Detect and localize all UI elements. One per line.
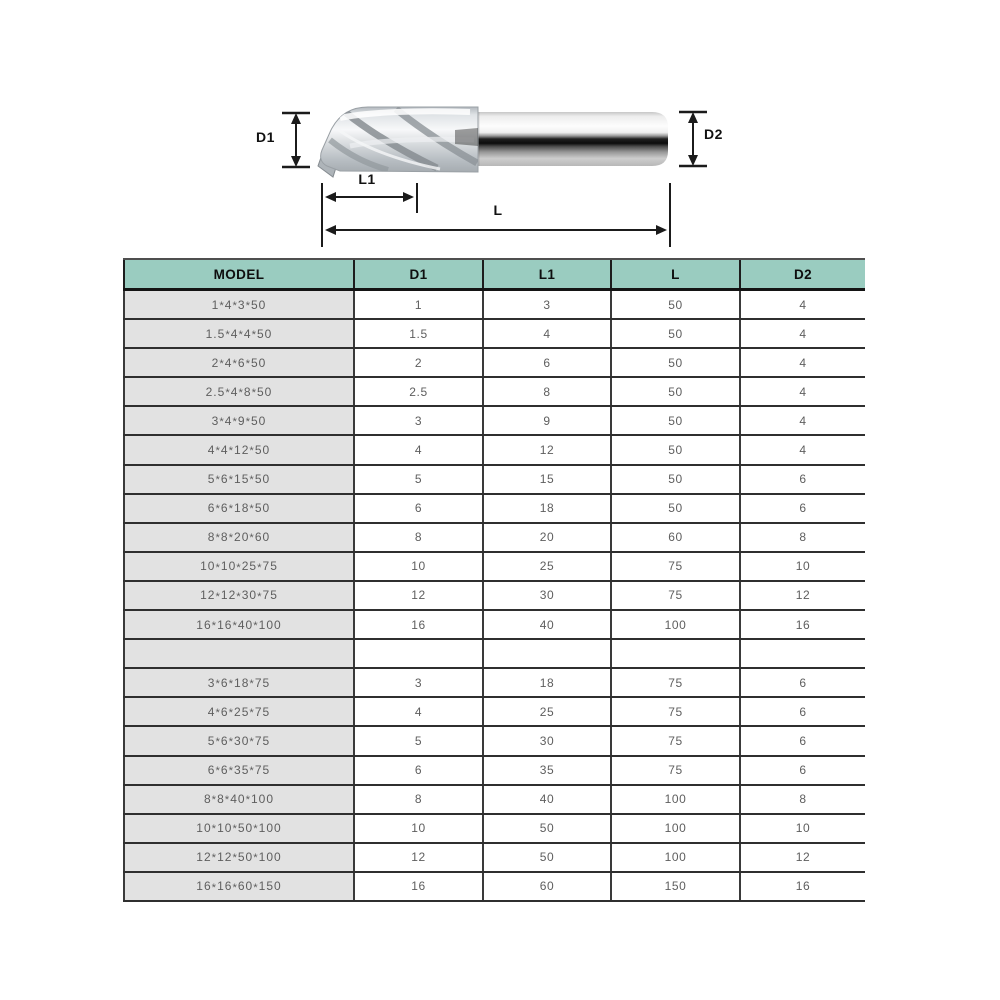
table-row xyxy=(123,553,865,582)
table-row xyxy=(123,640,865,669)
value-cell: 50 xyxy=(482,815,610,842)
table-row xyxy=(123,757,865,786)
flute-section xyxy=(318,107,478,177)
model-cell: 10 * 10 * 50 * 100 xyxy=(123,815,353,842)
model-cell: 16 * 16 * 40 * 100 xyxy=(123,611,353,638)
model-cell xyxy=(123,640,353,667)
value-cell: 18 xyxy=(482,495,610,522)
table-row xyxy=(123,524,865,553)
value-cell: 6 xyxy=(739,669,865,696)
column-header-model: MODEL xyxy=(123,260,353,288)
d2-dimension xyxy=(679,112,707,166)
value-cell: 50 xyxy=(610,349,739,376)
value-cell: 6 xyxy=(739,466,865,493)
value-cell: 20 xyxy=(482,524,610,551)
model-cell: 4 * 4 * 12 * 50 xyxy=(123,436,353,463)
end-mill-drawing xyxy=(0,0,1000,260)
value-cell: 50 xyxy=(610,495,739,522)
value-cell: 150 xyxy=(610,873,739,900)
value-cell: 6 xyxy=(739,757,865,784)
value-cell: 12 xyxy=(739,582,865,609)
table-row xyxy=(123,436,865,465)
value-cell: 5 xyxy=(353,727,482,754)
table-row xyxy=(123,786,865,815)
value-cell: 4 xyxy=(739,378,865,405)
table-row xyxy=(123,320,865,349)
value-cell: 6 xyxy=(353,757,482,784)
value-cell: 50 xyxy=(610,291,739,318)
value-cell: 50 xyxy=(610,407,739,434)
value-cell: 4 xyxy=(739,320,865,347)
model-cell: 16 * 16 * 60 * 150 xyxy=(123,873,353,900)
value-cell: 2.5 xyxy=(353,378,482,405)
value-cell: 75 xyxy=(610,582,739,609)
value-cell: 6 xyxy=(739,727,865,754)
table-row xyxy=(123,291,865,320)
value-cell: 50 xyxy=(482,844,610,871)
column-header-d1: D1 xyxy=(353,260,482,288)
value-cell xyxy=(610,640,739,667)
column-header-l: L xyxy=(610,260,739,288)
value-cell: 25 xyxy=(482,698,610,725)
value-cell xyxy=(739,640,865,667)
value-cell: 4 xyxy=(353,436,482,463)
value-cell: 40 xyxy=(482,611,610,638)
value-cell: 8 xyxy=(739,524,865,551)
table-row xyxy=(123,844,865,873)
value-cell: 4 xyxy=(739,349,865,376)
value-cell: 100 xyxy=(610,611,739,638)
value-cell: 60 xyxy=(482,873,610,900)
value-cell: 10 xyxy=(353,815,482,842)
value-cell: 30 xyxy=(482,727,610,754)
table-row xyxy=(123,378,865,407)
value-cell: 75 xyxy=(610,698,739,725)
table-row xyxy=(123,815,865,844)
model-cell: 2.5 * 4 * 8 * 50 xyxy=(123,378,353,405)
value-cell: 100 xyxy=(610,786,739,813)
value-cell: 2 xyxy=(353,349,482,376)
model-cell: 12 * 12 * 50 * 100 xyxy=(123,844,353,871)
value-cell: 12 xyxy=(739,844,865,871)
value-cell: 10 xyxy=(353,553,482,580)
value-cell: 75 xyxy=(610,669,739,696)
model-cell: 10 * 10 * 25 * 75 xyxy=(123,553,353,580)
table-row xyxy=(123,727,865,756)
spec-table xyxy=(123,258,865,902)
model-cell: 8 * 8 * 40 * 100 xyxy=(123,786,353,813)
value-cell: 30 xyxy=(482,582,610,609)
value-cell: 8 xyxy=(739,786,865,813)
value-cell: 3 xyxy=(353,407,482,434)
table-row xyxy=(123,349,865,378)
value-cell: 60 xyxy=(610,524,739,551)
l1-dimension xyxy=(322,183,417,247)
value-cell: 8 xyxy=(353,786,482,813)
value-cell: 4 xyxy=(739,436,865,463)
table-row xyxy=(123,582,865,611)
value-cell: 12 xyxy=(353,582,482,609)
value-cell: 16 xyxy=(739,873,865,900)
value-cell: 18 xyxy=(482,669,610,696)
model-cell: 3 * 4 * 9 * 50 xyxy=(123,407,353,434)
value-cell: 3 xyxy=(482,291,610,318)
table-header-row xyxy=(123,258,865,291)
value-cell: 10 xyxy=(739,815,865,842)
value-cell: 100 xyxy=(610,844,739,871)
value-cell: 6 xyxy=(482,349,610,376)
value-cell: 6 xyxy=(353,495,482,522)
value-cell: 6 xyxy=(739,495,865,522)
d1-dimension xyxy=(282,113,310,167)
table-row xyxy=(123,466,865,495)
value-cell: 4 xyxy=(739,291,865,318)
value-cell: 1.5 xyxy=(353,320,482,347)
value-cell: 50 xyxy=(610,378,739,405)
value-cell: 9 xyxy=(482,407,610,434)
model-cell: 6 * 6 * 35 * 75 xyxy=(123,757,353,784)
model-cell: 3 * 6 * 18 * 75 xyxy=(123,669,353,696)
shank-section xyxy=(470,112,668,166)
value-cell: 16 xyxy=(353,611,482,638)
value-cell: 40 xyxy=(482,786,610,813)
table-row xyxy=(123,407,865,436)
value-cell: 50 xyxy=(610,436,739,463)
value-cell: 8 xyxy=(353,524,482,551)
value-cell: 4 xyxy=(482,320,610,347)
model-cell: 5 * 6 * 15 * 50 xyxy=(123,466,353,493)
table-row xyxy=(123,611,865,640)
model-cell: 6 * 6 * 18 * 50 xyxy=(123,495,353,522)
value-cell: 75 xyxy=(610,553,739,580)
model-cell: 12 * 12 * 30 * 75 xyxy=(123,582,353,609)
value-cell: 75 xyxy=(610,757,739,784)
value-cell: 5 xyxy=(353,466,482,493)
value-cell xyxy=(482,640,610,667)
l-dimension-label: L xyxy=(493,202,503,218)
value-cell: 35 xyxy=(482,757,610,784)
value-cell: 10 xyxy=(739,553,865,580)
l1-dimension-label: L1 xyxy=(358,171,376,187)
table-row xyxy=(123,669,865,698)
table-row xyxy=(123,495,865,524)
value-cell: 4 xyxy=(353,698,482,725)
model-cell: 5 * 6 * 30 * 75 xyxy=(123,727,353,754)
table-row xyxy=(123,873,865,902)
end-mill-dimension-diagram xyxy=(0,0,1000,260)
value-cell: 12 xyxy=(482,436,610,463)
value-cell: 15 xyxy=(482,466,610,493)
value-cell: 16 xyxy=(353,873,482,900)
value-cell: 50 xyxy=(610,320,739,347)
value-cell: 6 xyxy=(739,698,865,725)
table-row xyxy=(123,698,865,727)
column-header-d2: D2 xyxy=(739,260,865,288)
model-cell: 4 * 6 * 25 * 75 xyxy=(123,698,353,725)
value-cell: 50 xyxy=(610,466,739,493)
model-cell: 2 * 4 * 6 * 50 xyxy=(123,349,353,376)
value-cell: 8 xyxy=(482,378,610,405)
value-cell: 1 xyxy=(353,291,482,318)
column-header-l1: L1 xyxy=(482,260,610,288)
table-body xyxy=(123,291,865,902)
model-cell: 1 * 4 * 3 * 50 xyxy=(123,291,353,318)
value-cell: 3 xyxy=(353,669,482,696)
model-cell: 1.5 * 4 * 4 * 50 xyxy=(123,320,353,347)
value-cell: 16 xyxy=(739,611,865,638)
value-cell: 75 xyxy=(610,727,739,754)
d1-dimension-label: D1 xyxy=(256,129,275,145)
value-cell: 12 xyxy=(353,844,482,871)
value-cell: 4 xyxy=(739,407,865,434)
model-cell: 8 * 8 * 20 * 60 xyxy=(123,524,353,551)
d2-dimension-label: D2 xyxy=(704,126,723,142)
value-cell: 100 xyxy=(610,815,739,842)
value-cell: 25 xyxy=(482,553,610,580)
value-cell xyxy=(353,640,482,667)
